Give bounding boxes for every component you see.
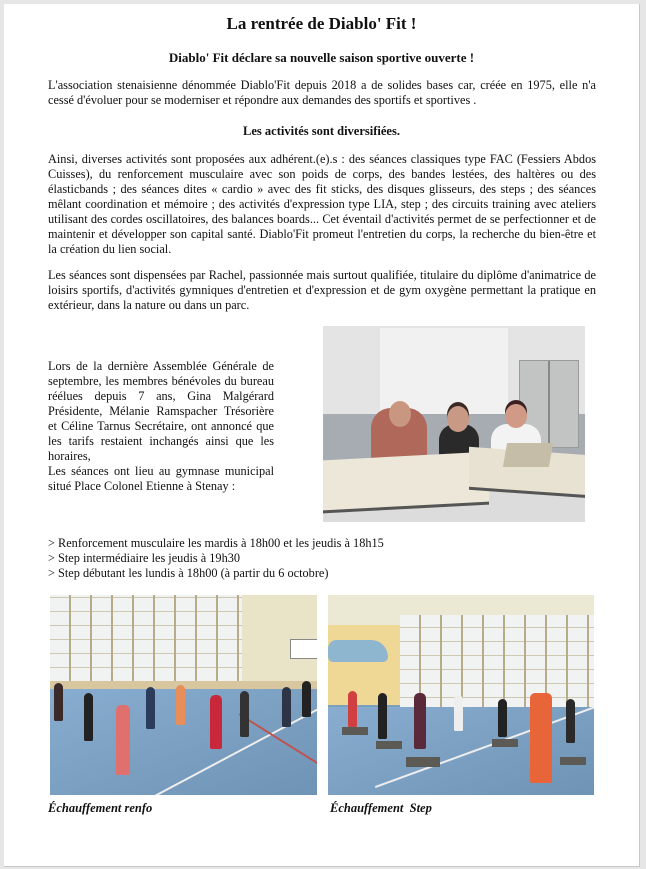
document-page [4,4,640,867]
assembly-text: Lors de la dernière Assemblée Générale de septembre, les membres bénévoles du bureau réélues depuis 7 ans, Gina Malgérard Présidente, Mélanie Ramspacher Trésorière et Céline Tarnus Secrétaire, ont annoncé que les tarifs restaient inchangés ainsi que les horaires, [48,359,274,463]
page-title: La rentrée de Diablo' Fit ! [226,14,417,33]
renfo-caption: Échauffement renfo [48,801,153,815]
step-warmup-photo [328,595,594,795]
assembly-paragraph [48,359,274,494]
intro-paragraph: L'association stenaisienne dénommée Diablo'Fit depuis 2018 a de solides bases car, créée en 1975, elle n'a cessé d'évoluer pour se moderniser et répondre aux demandes des sportifs et sportives . [48,78,596,107]
schedule-list [48,536,468,581]
activities-paragraph: Ainsi, diverses activités sont proposées aux adhérent.(e).s : des séances classiques type FAC (Fessiers Abdos Cuisses), du renforcement musculaire avec son poids de corps, des bandes lestées, des haltères ou des élasticbands ; des séances dites « cardio » avec des fit sticks, des disques glisseurs, des steps ; des séances mêlant coordination et mémoire ; des activités d'expression type LIA, step ; des circuits training avec ateliers utilisant des cordes oscillatoires, des balances boards... Cet éventail d'activités permet de se perfectionner et de maintenir et développer son capital santé. Diablo'Fit promeut l'entretien du corps, la recherche du bien-être et la création du lien social. [48,152,596,256]
renfo-warmup-photo [50,595,317,795]
meeting-photo [323,326,585,522]
venue-text: Les séances ont lieu au gymnase municipal situé Place Colonel Etienne à Stenay : [48,464,274,493]
step-caption: Échauffement Step [330,801,432,815]
page-subtitle: Diablo' Fit déclare sa nouvelle saison sportive ouverte ! [168,50,475,65]
section-heading: Les activités sont diversifiées. [243,124,400,138]
instructor-paragraph: Les séances sont dispensées par Rachel, passionnée mais surtout qualifiée, titulaire du diplôme d'animatrice de loisirs sportifs, d'activités gymniques d'entretien et d'expression et de gym oxygène permettant la pratique en extérieur, dans la nature ou dans un parc. [48,268,596,312]
schedule-item: > Renforcement musculaire les mardis à 18h00 et les jeudis à 18h15 [48,536,384,550]
schedule-item: > Step débutant les lundis à 18h00 (à partir du 6 octobre) [48,566,329,580]
basketball-hoop [290,639,317,659]
schedule-item: > Step intermédiaire les jeudis à 19h30 [48,551,241,565]
